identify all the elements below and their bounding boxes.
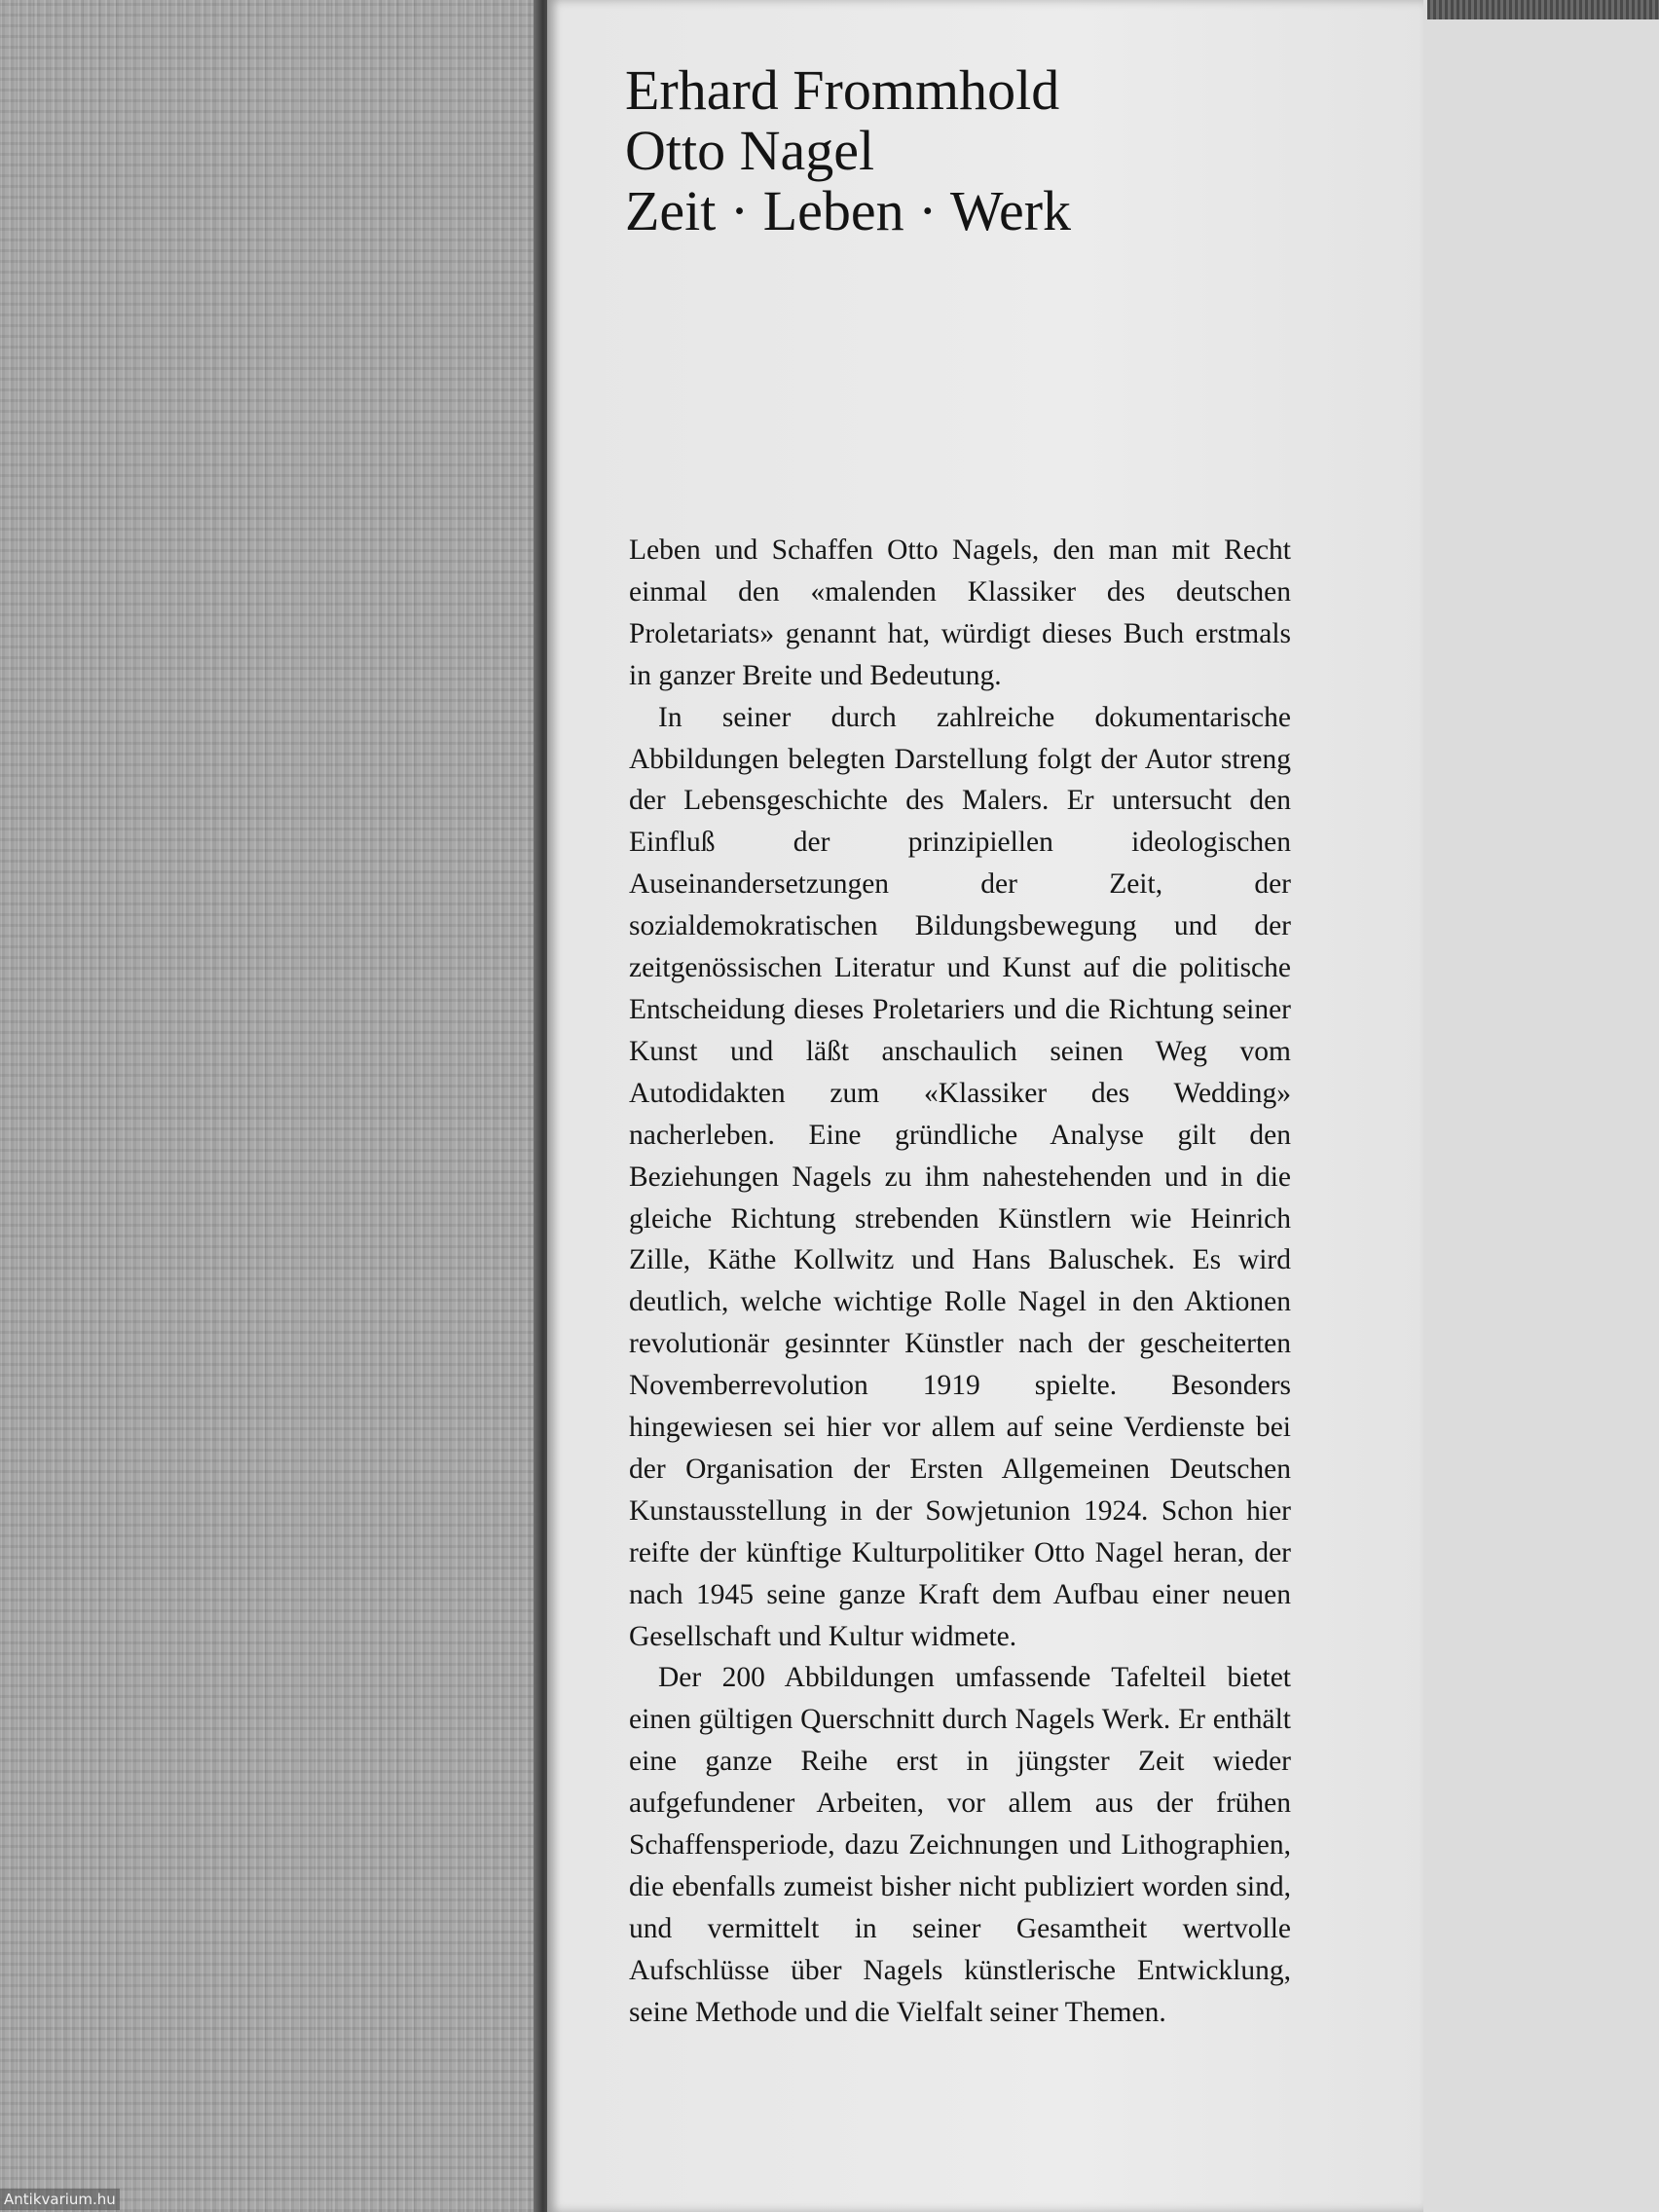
book-subject: Otto Nagel [625,119,875,182]
background-page [1418,0,1659,2212]
cloth-cover-board [0,0,545,2212]
title-block [625,60,1365,241]
blurb-paragraph: Der 200 Abbildungen umfassende Tafelteil bietet einen gültigen Querschnitt durch Nagels Werk. Er enthält eine ganze Reihe erst in jüngster Zeit wieder aufgefundener Arbeiten, vor allem aus der frühen Schaffensperiode, dazu Zeichnungen und Lithographien, die ebenfalls zumeist bisher nicht publiziert worden sind, und vermittelt in seiner Gesamtheit wertvolle Aufschlüsse über Nagels künstlerische Entwicklung, seine Methode und die Vielfalt seiner Themen. [629,1662,1291,2028]
book-subtitle: Zeit · Leben · Werk [625,179,1072,242]
background-page-top-strip [1427,0,1659,19]
author-name: Erhard Frommhold [625,58,1060,122]
blurb-text [629,530,1291,2034]
watermark-label: Antikvarium.hu [0,2189,120,2210]
blurb-paragraph: Leben und Schaffen Otto Nagels, den man mit Recht einmal den «malenden Klassiker des deutschen Proletariats» genannt hat, würdigt dieses Buch erstmals in ganzer Breite und Bedeutung. [629,535,1291,691]
blurb-paragraph: In seiner durch zahlreiche dokumentarische Abbildungen belegten Darstellung folgt der Autor streng der Lebensgeschichte des Malers. Er untersucht den Einfluß der prinzipiellen ideologischen Auseinandersetzungen der Zeit, der sozialdemokratischen Bildungsbewegung und der zeitgenössischen Literatur und Kunst auf die politische Entscheidung dieses Proletariers und die Richtung seiner Kunst und läßt anschaulich seinen Weg vom Autodidakten zum «Klassiker des Wedding» nacherleben. Eine gründliche Analyse gilt den Beziehungen Nagels zu ihm nahestehenden und in die gleiche Richtung strebenden Künstlern wie Heinrich Zille, Käthe Kollwitz und Hans Baluschek. Es wird deutlich, welche wichtige Rolle Nagel in den Aktionen revolutionär gesinnter Künstler nach der gescheiterten Novemberrevolution 1919 spielte. Besonders hingewiesen sei hier vor allem auf seine Verdienste bei der Organisation der Ersten Allgemeinen Deutschen Kunstausstellung in der Sowjetunion 1924. Schon hier reifte der künftige Kulturpolitiker Otto Nagel heran, der nach 1945 seine ganze Kraft dem Aufbau einer neuen Gesellschaft und Kultur widmete. [629,701,1291,1652]
